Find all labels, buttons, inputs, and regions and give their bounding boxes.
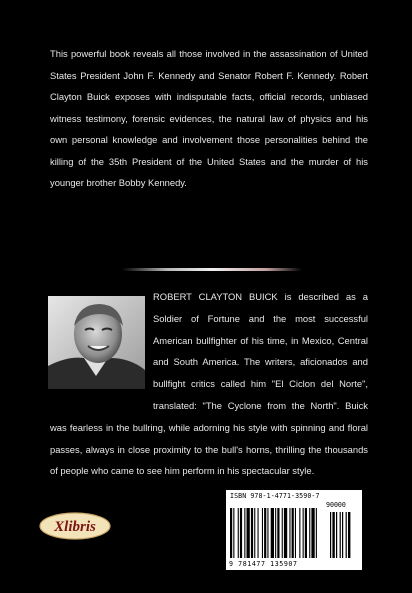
barcode-bar <box>282 508 283 558</box>
section-divider <box>122 268 302 271</box>
barcode-bar <box>277 508 279 558</box>
barcode-addon-bar <box>340 512 341 558</box>
barcode-bars <box>230 508 358 560</box>
barcode-bar <box>275 508 276 558</box>
barcode-bar <box>251 508 253 558</box>
barcode-bar <box>240 508 242 558</box>
barcode-bar <box>267 508 268 558</box>
barcode-bar <box>305 508 307 558</box>
barcode-bar <box>271 508 274 558</box>
book-blurb: This powerful book reveals all those involved in the assassination of United States President John F. Kennedy and Senator Robert F. Kennedy. Robert Clayton Buick exposes with indisputable facts, official records, unbiased witness testimony, forensic evidences, the natural law of physics and his own personal knowledge and involvement those personalities behind the killing of the 35th President of the United States and the murder of his younger brother Bobby Kennedy. <box>50 48 368 188</box>
barcode-bar <box>244 508 245 558</box>
isbn-label: ISBN 978-1-4771-3590-7 <box>230 492 320 500</box>
isbn-barcode <box>226 490 362 570</box>
barcode-bar <box>247 508 250 558</box>
author-bio: ROBERT CLAYTON BUICK is described as a Soldier of Fortune and the most successful American bullfighter of his time, in Mexico, Central and South America. The writers, aficionados and bullfight critics called him "El Ciclon del Norte", translated: "The Cyclone from the North". Buick was fearless in the bullring, while adorning his style with spinning and floral passes, always in close proximity to the bull's horns, thrilling the thousands of people who came to see him perform in his spectacular style. <box>50 291 368 477</box>
barcode-bar <box>284 508 287 558</box>
barcode-addon-bar <box>342 512 343 558</box>
barcode-addon-bar <box>332 512 334 558</box>
xlibris-logo <box>38 511 112 541</box>
barcode-bar <box>233 508 234 558</box>
barcode-bar <box>299 508 300 558</box>
barcode-bar <box>311 508 314 558</box>
barcode-bar <box>292 508 294 558</box>
barcode-bar <box>303 508 304 558</box>
xlibris-logo-text: Xlibris <box>54 519 96 535</box>
barcode-bar <box>289 508 290 558</box>
barcode-bar <box>230 508 232 558</box>
barcode-addon-bar <box>330 512 331 558</box>
ean-digits: 9 781477 135907 <box>229 560 298 568</box>
barcode-bar <box>238 508 239 558</box>
barcode-addon-bar <box>348 512 350 558</box>
barcode-bar <box>264 508 266 558</box>
barcode-addon-bar <box>346 512 347 558</box>
barcode-bar <box>258 508 259 558</box>
barcode-bar <box>295 508 296 558</box>
barcode-bar <box>262 508 263 558</box>
barcode-bar <box>309 508 310 558</box>
price-code: 90000 <box>326 501 346 509</box>
barcode-bar <box>316 508 317 558</box>
barcode-bar <box>254 508 255 558</box>
barcode-addon-bar <box>336 512 337 558</box>
